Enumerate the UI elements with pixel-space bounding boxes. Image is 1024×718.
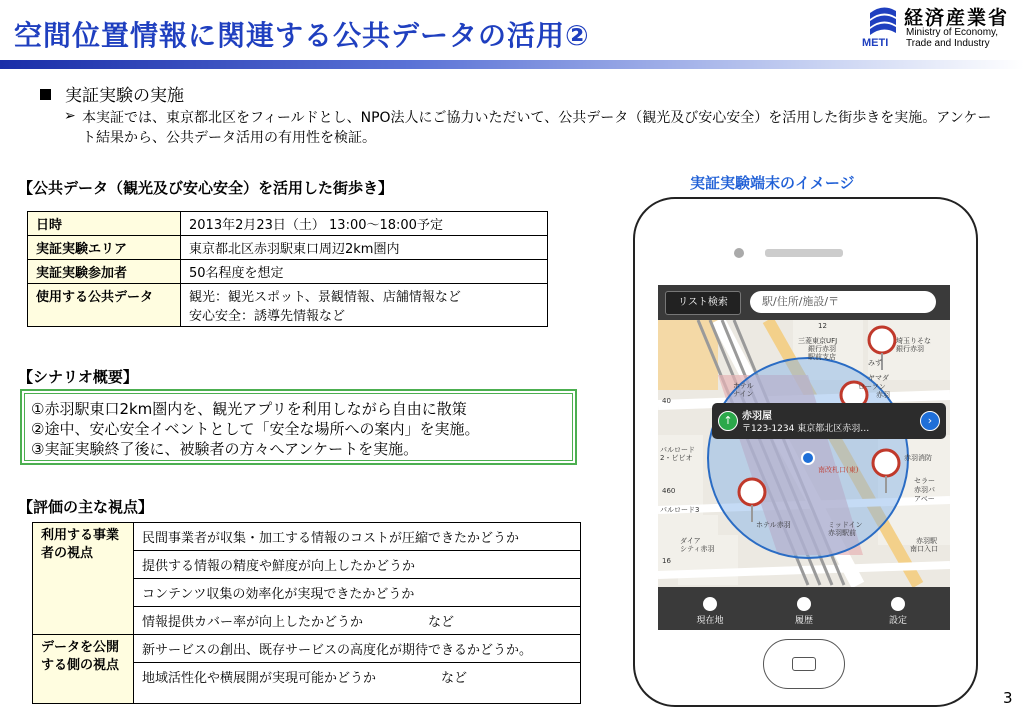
logo-en: Ministry of Economy, Trade and Industry — [906, 27, 999, 49]
poi-popup[interactable] — [712, 403, 946, 439]
dot-icon — [797, 597, 811, 611]
tab-label: 設定 — [888, 616, 907, 626]
eval-item: コンテンツ収集の効率化が実現できたかどうか — [134, 579, 581, 607]
map-label: ヤマダ — [868, 374, 889, 382]
chevron-right-icon[interactable]: › — [920, 411, 940, 431]
dot-icon — [891, 597, 905, 611]
arrow-bullet-icon: ➢ — [64, 108, 76, 124]
tab-label: 現在地 — [696, 616, 724, 626]
info-table — [27, 211, 548, 327]
map-label: 赤羽駅前 — [828, 529, 856, 537]
map-label: 駅前支店 — [808, 353, 836, 361]
table-row — [33, 635, 581, 663]
map-label: シティ赤羽 — [680, 545, 715, 553]
map-label: 埼玉りそな — [896, 337, 931, 345]
eval-item: 情報提供カバー率が向上したかどうか など — [134, 607, 581, 635]
table-row — [28, 212, 548, 236]
info-icon: ↑ — [718, 411, 738, 431]
map-label: ナイン — [733, 390, 754, 398]
map-label: 南改札口(東) — [818, 466, 859, 474]
map-label: ダイア — [680, 537, 701, 545]
dot-icon — [703, 597, 717, 611]
scenario-heading: 【シナリオ概要】 — [18, 368, 138, 386]
home-button[interactable] — [763, 639, 845, 689]
eval-item: 新サービスの創出、既存サービスの高度化が期待できるかどうか。 — [134, 635, 581, 663]
table-key: 日時 — [28, 212, 181, 236]
evaluation-table — [32, 522, 581, 704]
camera-icon — [734, 248, 744, 258]
map-label: ローソン — [858, 383, 886, 391]
evaluation-heading: 【評価の主な視点】 — [18, 498, 154, 516]
tab-label: 履歴 — [794, 616, 813, 626]
phone-screen — [658, 285, 950, 630]
table-row — [33, 523, 581, 551]
table-row — [28, 236, 548, 260]
map-label: 460 — [662, 487, 676, 495]
map-label: 赤羽消防 — [904, 454, 932, 462]
scenario-box — [20, 389, 577, 465]
map-label: 三菱東京UFJ — [798, 337, 838, 345]
scenario-line: ①赤羽駅東口2km圏内を、観光アプリを利用しながら自由に散策 — [31, 400, 467, 418]
map-label: 16 — [662, 557, 671, 565]
map-label: パルロード3 — [660, 506, 700, 514]
map-label: 赤羽 — [876, 391, 890, 399]
map-label: セラー — [914, 477, 935, 485]
speaker-icon — [765, 249, 843, 257]
map-label: 赤羽駅 — [916, 537, 937, 545]
map-label: ホテル — [733, 382, 754, 390]
map-label: 銀行赤羽 — [896, 345, 924, 353]
phone-caption: 実証実験端末のイメージ — [690, 174, 855, 192]
info-table-heading: 【公共データ（観光及び安心安全）を活用した街歩き】 — [18, 179, 394, 197]
table-value: 2013年2月23日（土） 13:00〜18:00予定 — [181, 212, 548, 236]
map-label: みず — [868, 359, 882, 367]
table-key: 使用する公共データ — [28, 284, 181, 327]
map-view[interactable] — [658, 285, 950, 630]
eval-item: 提供する情報の精度や鮮度が向上したかどうか — [134, 551, 581, 579]
tab-current-location[interactable] — [670, 587, 750, 630]
square-bullet-icon — [40, 89, 51, 100]
title-underline — [0, 60, 1024, 69]
map-label: ミッドイン — [828, 521, 863, 529]
map-label: 2・ビビオ — [660, 454, 693, 462]
tab-history[interactable] — [764, 587, 844, 630]
popup-address: 〒123-1234 東京都北区赤羽… — [742, 424, 870, 434]
eval-group-key: 利用する事業者の視点 — [33, 523, 134, 635]
list-search-button[interactable]: リスト検索 — [665, 291, 741, 315]
tab-settings[interactable] — [858, 587, 938, 630]
table-key: 実証実験参加者 — [28, 260, 181, 284]
page-number: 3 — [1003, 689, 1013, 707]
home-square-icon — [792, 657, 816, 671]
logo-jp: 経済産業省 — [904, 7, 1010, 29]
map-label: 赤羽パ — [914, 486, 935, 494]
table-row — [28, 260, 548, 284]
bottom-tab-bar — [658, 587, 950, 630]
scenario-line: ③実証実験終了後に、被験者の方々へアンケートを実施。 — [31, 440, 419, 458]
eval-item: 民間事業者が収集・加工する情報のコストが圧縮できたかどうか — [134, 523, 581, 551]
table-value: 50名程度を想定 — [181, 260, 548, 284]
section-heading: 実証実験の実施 — [40, 81, 184, 106]
scenario-line: ②途中、安心安全イベントとして「安全な場所への案内」を実施。 — [31, 420, 480, 438]
popup-title: 赤羽屋 — [742, 411, 772, 422]
search-input[interactable]: 駅/住所/施設/〒 — [750, 291, 936, 313]
page-title: 空間位置情報に関連する公共データの活用② — [14, 19, 590, 52]
map-label: アベー — [914, 495, 935, 503]
meti-logo — [862, 3, 1022, 53]
section-bullet-text: 本実証では、東京都北区をフィールドとし、NPO法人にご協力いただいて、公共データ（観光及び安心安全）を活用した街歩きを実施。アンケート結果から、公共データ活用の有用性を検証。 — [82, 110, 992, 146]
logo-meti: METI — [862, 37, 889, 49]
search-bar — [658, 285, 950, 320]
table-value: 観光：観光スポット、景観情報、店舗情報など 安心安全：誘導先情報など — [181, 284, 548, 327]
map-label: 南口入口 — [910, 545, 938, 553]
map-label: 12 — [818, 322, 827, 330]
map-label: 銀行赤羽 — [808, 345, 836, 353]
table-row — [28, 284, 548, 327]
table-key: 実証実験エリア — [28, 236, 181, 260]
map-label: ホテル赤羽 — [756, 521, 791, 529]
eval-group-key: データを公開する側の視点 — [33, 635, 134, 704]
meti-emblem-icon — [866, 3, 900, 37]
map-label: パルロード — [660, 446, 695, 454]
map-label: 40 — [662, 397, 671, 405]
table-value: 東京都北区赤羽駅東口周辺2km圏内 — [181, 236, 548, 260]
eval-item: 地域活性化や横展開が実現可能かどうか など — [134, 663, 581, 704]
